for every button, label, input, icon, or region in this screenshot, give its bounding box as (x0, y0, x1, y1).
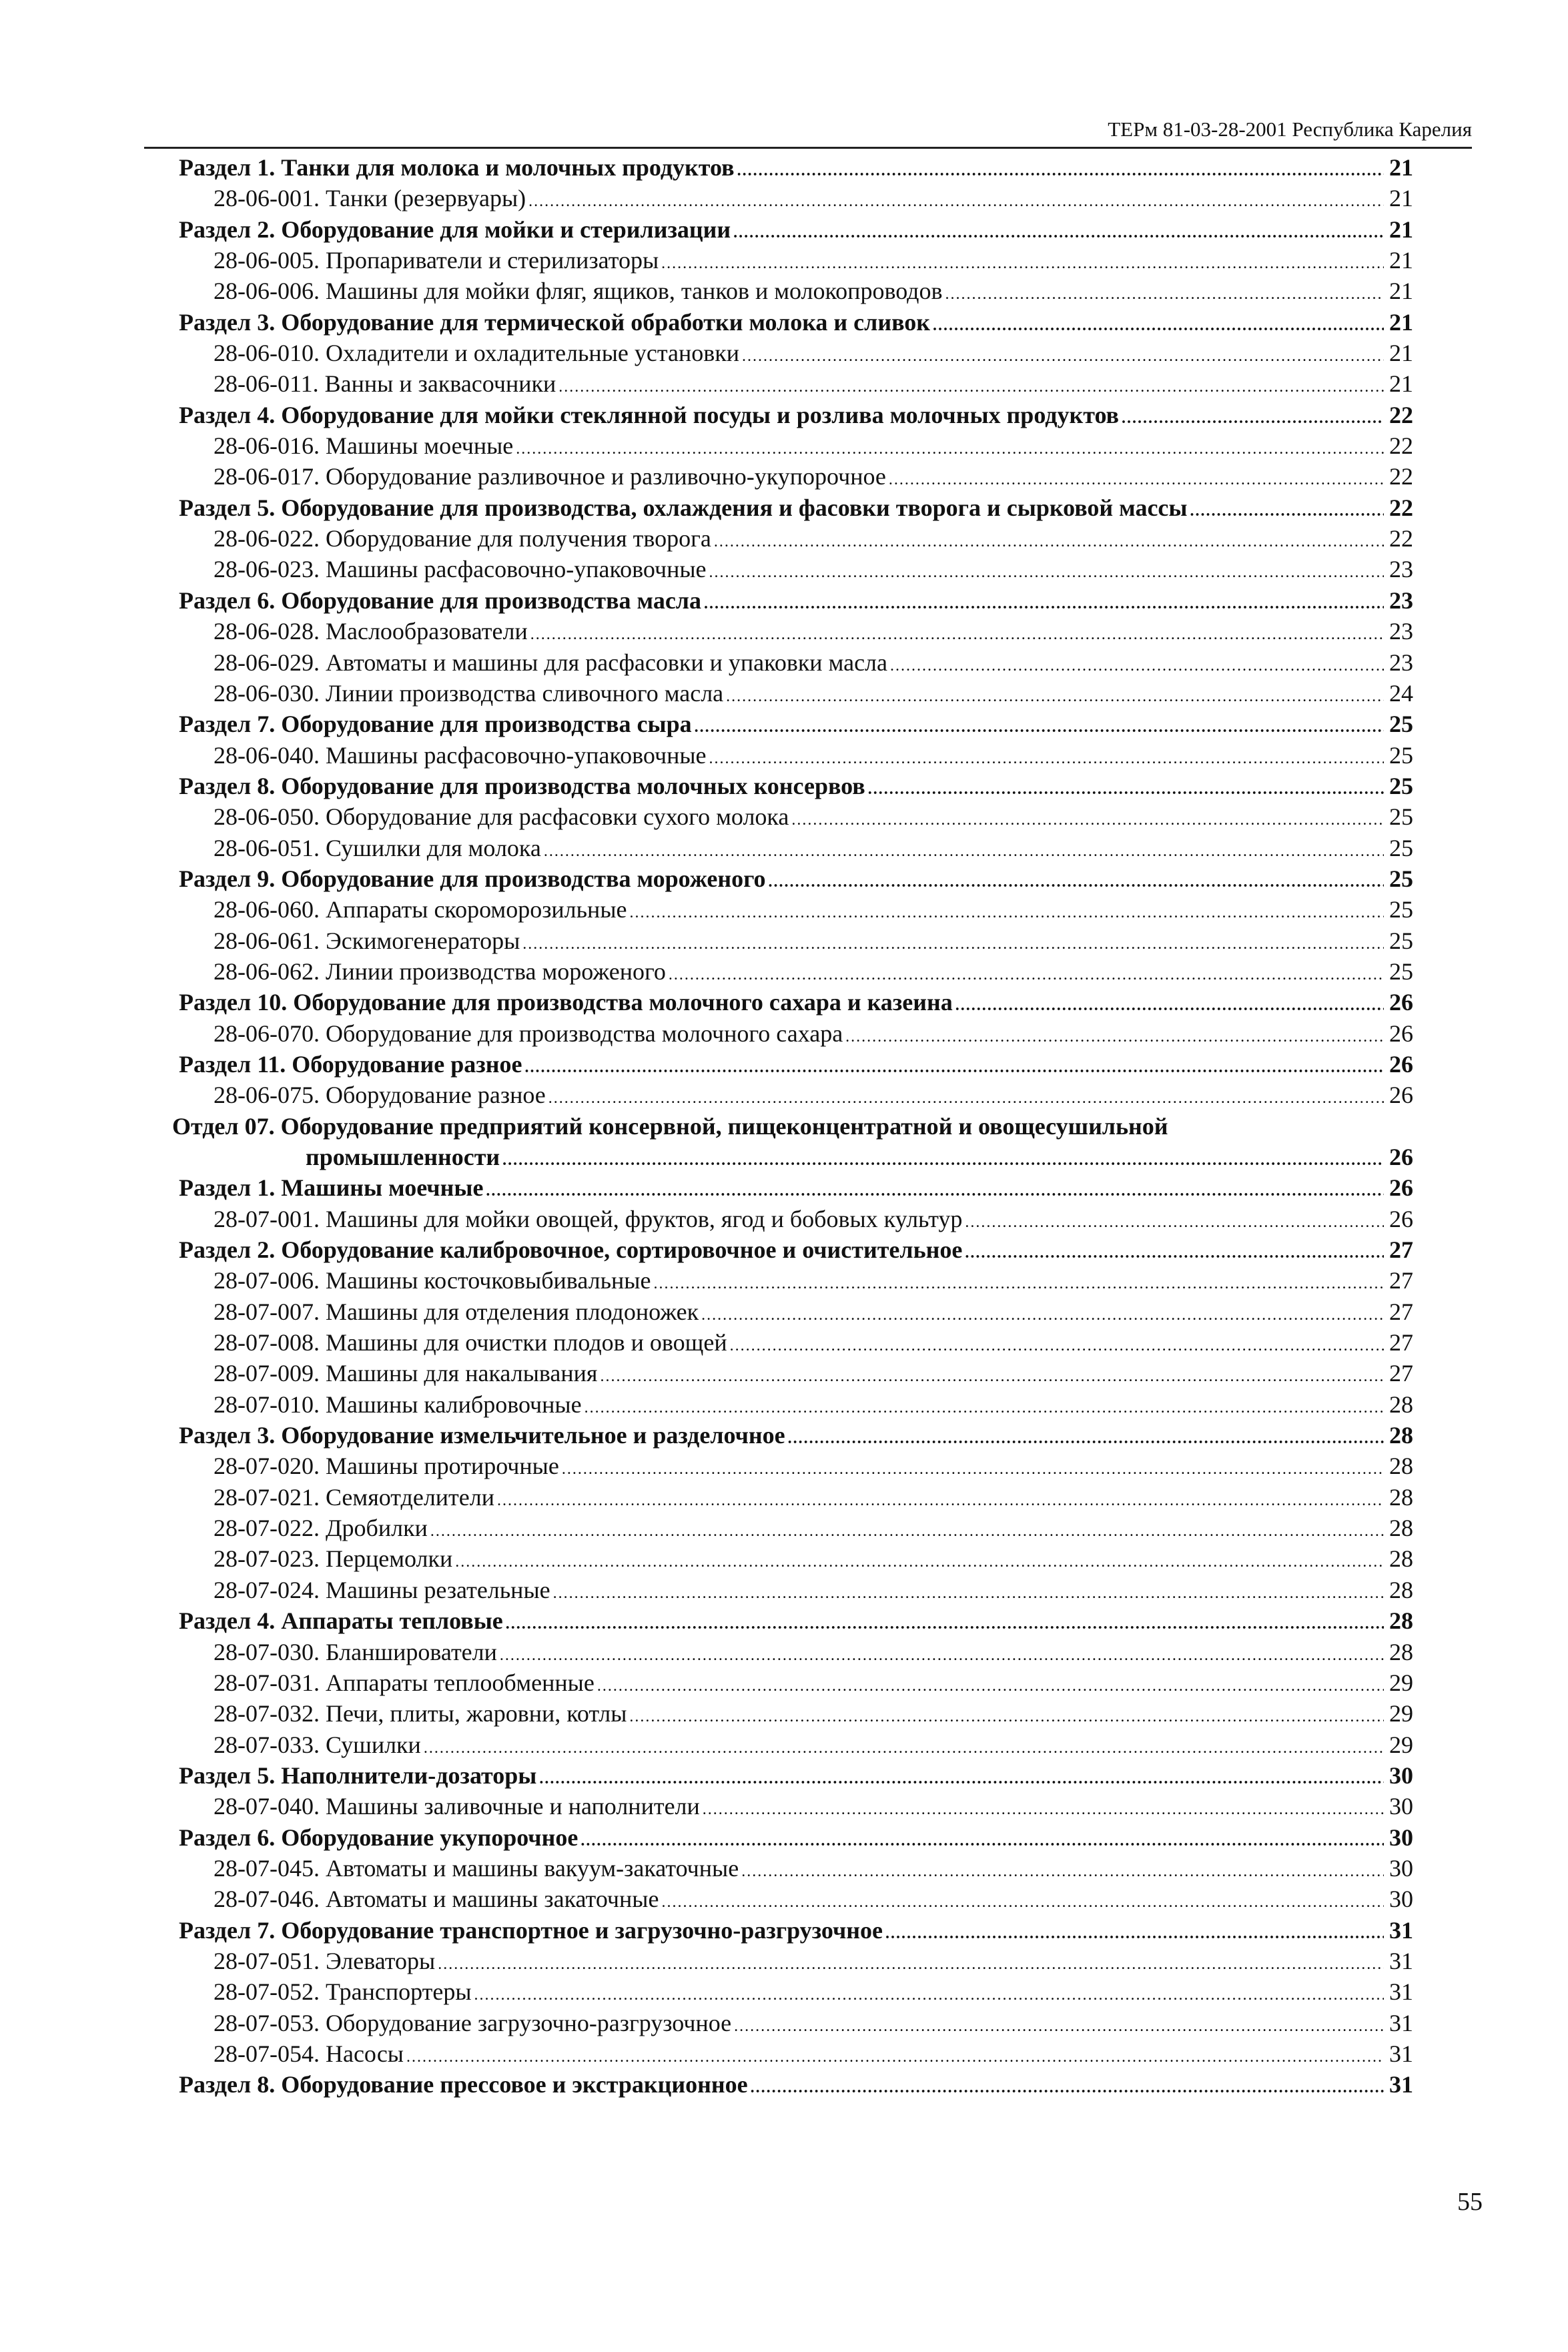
toc-subsection-entry[interactable] (172, 1451, 1413, 1481)
toc-subsection-entry[interactable] (172, 245, 1413, 276)
toc-subsection-entry[interactable] (172, 430, 1413, 461)
toc-subsection-entry[interactable] (172, 1513, 1413, 1543)
toc-dot-leader (438, 1949, 1384, 1980)
toc-section-entry[interactable] (172, 1420, 1413, 1451)
toc-subsection-entry[interactable] (172, 1327, 1413, 1358)
toc-dot-leader (741, 1856, 1384, 1887)
toc-entry-label: 28-06-005. Пропариватели и стерилизаторы (214, 247, 659, 274)
toc-page-number: 28 (1389, 1545, 1413, 1573)
toc-page-number: 30 (1389, 1854, 1413, 1882)
toc-entry-label: 28-06-070. Оборудование для производства молочного сахара (214, 1020, 843, 1047)
toc-page-number: 22 (1389, 401, 1413, 428)
toc-entry-label: Раздел 1. Машины моечные (179, 1174, 484, 1202)
toc-dot-leader (486, 1176, 1384, 1206)
toc-page-number: 30 (1389, 1761, 1413, 1789)
toc-entry-label: Раздел 6. Оборудование укупорочное (179, 1824, 578, 1851)
toc-page-number: 25 (1389, 927, 1413, 954)
toc-entry-label: промышленности (306, 1144, 500, 1170)
toc-entry-label: 28-07-045. Автоматы и машины вакуум-закаточные (214, 1854, 739, 1882)
toc-subsection-entry[interactable] (172, 368, 1413, 399)
toc-department-entry[interactable] (172, 1111, 1413, 1142)
toc-entry-label: 28-06-062. Линии производства мороженого (214, 957, 666, 985)
toc-subsection-entry[interactable] (172, 338, 1413, 368)
toc-entry-label: Раздел 5. Наполнители-дозаторы (179, 1761, 537, 1789)
toc-entry-label: 28-06-050. Оборудование для расфасовки сухого молока (214, 803, 789, 831)
toc-dot-leader (751, 2072, 1384, 2103)
toc-entry-label: 28-07-023. Перцемолки (214, 1545, 453, 1573)
toc-page-number: 31 (1389, 1978, 1413, 2006)
toc-subsection-entry[interactable] (172, 554, 1413, 584)
toc-page-number: 27 (1389, 1329, 1413, 1356)
toc-section-entry[interactable] (172, 492, 1413, 523)
toc-page-number: 31 (1389, 2009, 1413, 2036)
toc-page-number: 22 (1389, 525, 1413, 552)
toc-page-number: 23 (1389, 556, 1413, 583)
toc-entry-label: 28-07-051. Элеваторы (214, 1947, 436, 1974)
toc-page-number: 25 (1389, 834, 1413, 861)
toc-dot-leader (455, 1547, 1384, 1577)
table-of-contents (172, 152, 1413, 2100)
toc-entry-label: 28-06-061. Эскимогенераторы (214, 927, 520, 954)
toc-subsection-entry[interactable] (172, 833, 1413, 863)
toc-page-number: 28 (1389, 1483, 1413, 1511)
toc-dot-leader (726, 681, 1384, 712)
toc-entry-label: 28-07-031. Аппараты теплообменные (214, 1669, 595, 1696)
toc-section-entry[interactable] (172, 400, 1413, 430)
toc-page-number: 23 (1389, 586, 1413, 614)
toc-section-entry[interactable] (172, 1234, 1413, 1265)
toc-subsection-entry[interactable] (172, 1976, 1413, 2007)
toc-entry-label: 28-07-046. Автоматы и машины закаточные (214, 1886, 659, 1913)
toc-page-number: 25 (1389, 865, 1413, 892)
toc-dot-leader (544, 836, 1384, 867)
toc-entry-label: Раздел 7. Оборудование для производства сыра (179, 711, 692, 738)
toc-dot-leader (497, 1485, 1384, 1516)
toc-page-number: 30 (1389, 1886, 1413, 1913)
toc-page-number: 25 (1389, 803, 1413, 831)
toc-section-entry[interactable] (172, 2069, 1413, 2100)
toc-page-number: 28 (1389, 1422, 1413, 1449)
toc-dot-leader (734, 2011, 1384, 2042)
toc-page-number: 27 (1389, 1236, 1413, 1264)
toc-subsection-entry[interactable] (172, 801, 1413, 832)
toc-section-entry[interactable] (172, 987, 1413, 1018)
toc-subsection-entry[interactable] (172, 647, 1413, 678)
toc-page-number: 31 (1389, 2071, 1413, 2098)
toc-subsection-entry[interactable] (172, 1358, 1413, 1389)
toc-page-number: 28 (1389, 1391, 1413, 1418)
toc-page-number: 25 (1389, 711, 1413, 738)
toc-dot-leader (629, 1701, 1384, 1732)
toc-page-number: 28 (1389, 1515, 1413, 1542)
toc-page-number: 21 (1389, 154, 1413, 181)
toc-section-entry[interactable] (172, 1172, 1413, 1203)
toc-subsection-entry[interactable] (172, 956, 1413, 987)
toc-dot-leader (424, 1733, 1384, 1763)
toc-page-number: 25 (1389, 772, 1413, 799)
toc-entry-label: Раздел 3. Оборудование для термической обработки молока и сливок (179, 308, 931, 336)
toc-dot-leader (516, 434, 1384, 464)
toc-subsection-entry[interactable] (172, 616, 1413, 647)
toc-dot-leader (539, 1763, 1384, 1794)
toc-entry-label: 28-06-029. Автоматы и машины для расфасовки и упаковки масла (214, 649, 888, 676)
toc-page-number: 25 (1389, 896, 1413, 923)
toc-page-number: 21 (1389, 340, 1413, 367)
toc-section-entry[interactable] (172, 152, 1413, 183)
toc-dot-leader (580, 1826, 1384, 1856)
toc-section-entry[interactable] (172, 709, 1413, 739)
toc-section-entry[interactable] (172, 1915, 1413, 1946)
toc-subsection-entry[interactable] (172, 1389, 1413, 1420)
toc-page-number: 28 (1389, 1638, 1413, 1665)
toc-entry-label: 28-06-040. Машины расфасовочно-упаковочные (214, 741, 707, 769)
document-title: ТЕРм 81-03-28-2001 Республика Карелия (1108, 117, 1472, 141)
toc-entry-label: Раздел 6. Оборудование для производства масла (179, 586, 701, 614)
toc-subsection-entry[interactable] (172, 1018, 1413, 1049)
toc-dot-leader (553, 1578, 1384, 1609)
toc-dot-leader (558, 372, 1384, 402)
toc-page-number: 21 (1389, 247, 1413, 274)
toc-dot-leader (562, 1454, 1384, 1485)
toc-dot-leader (845, 1022, 1384, 1052)
toc-page-number: 25 (1389, 741, 1413, 769)
toc-dot-leader (737, 155, 1384, 186)
toc-dot-leader (1122, 403, 1384, 434)
page-header (144, 112, 1472, 149)
toc-subsection-entry[interactable] (172, 925, 1413, 956)
toc-page-number: 26 (1389, 1144, 1413, 1170)
toc-entry-label: 28-06-051. Сушилки для молока (214, 834, 541, 861)
toc-dot-leader (945, 279, 1384, 310)
toc-entry-label: 28-06-028. Маслообразователи (214, 618, 528, 645)
toc-page-number: 21 (1389, 185, 1413, 212)
toc-dot-leader (530, 619, 1384, 650)
toc-page-number: 29 (1389, 1731, 1413, 1758)
toc-entry-label: Раздел 11. Оборудование разное (179, 1050, 522, 1078)
toc-entry-label: 28-07-030. Бланширователи (214, 1638, 497, 1665)
toc-entry-label: Раздел 8. Оборудование прессовое и экстракционное (179, 2071, 748, 2098)
toc-entry-label: 28-06-023. Машины расфасовочно-упаковочные (214, 556, 707, 583)
toc-section-entry[interactable] (172, 214, 1413, 245)
toc-dot-leader (788, 1423, 1384, 1454)
toc-subsection-entry[interactable] (172, 1265, 1413, 1296)
toc-entry-label: 28-07-052. Транспортеры (214, 1978, 472, 2006)
toc-subsection-entry[interactable] (172, 1946, 1413, 1976)
toc-page-number: 26 (1389, 1050, 1413, 1078)
toc-entry-label: 28-06-022. Оборудование для получения творога (214, 525, 711, 552)
toc-page-number: 30 (1389, 1793, 1413, 1820)
toc-entry-label: 28-07-009. Машины для накалывания (214, 1360, 598, 1387)
toc-dot-leader (885, 1918, 1384, 1949)
toc-page-number: 28 (1389, 1576, 1413, 1603)
toc-page-number: 26 (1389, 1082, 1413, 1109)
toc-subsection-entry[interactable] (172, 461, 1413, 492)
toc-entry-label: Раздел 10. Оборудование для производства молочного сахара и казеина (179, 989, 953, 1016)
toc-entry-label: 28-06-011. Ванны и заквасочники (214, 370, 556, 398)
toc-entry-label: 28-07-022. Дробилки (214, 1515, 428, 1542)
toc-dot-leader (584, 1393, 1384, 1423)
toc-subsection-entry[interactable] (172, 523, 1413, 554)
toc-page-number: 21 (1389, 370, 1413, 398)
toc-page-number: 23 (1389, 649, 1413, 676)
toc-dot-leader (889, 464, 1384, 495)
toc-entry-label: Раздел 8. Оборудование для производства молочных консервов (179, 772, 865, 799)
toc-dot-leader (714, 526, 1384, 557)
toc-page-number: 26 (1389, 1020, 1413, 1047)
toc-subsection-entry[interactable] (172, 678, 1413, 709)
toc-page-number: 28 (1389, 1453, 1413, 1480)
toc-dot-leader (769, 867, 1384, 897)
toc-dot-leader (522, 929, 1384, 959)
toc-dot-leader (955, 990, 1384, 1021)
toc-department-entry[interactable] (172, 1142, 1413, 1172)
toc-entry-label: 28-06-075. Оборудование разное (214, 1082, 546, 1109)
toc-dot-leader (474, 1980, 1384, 2010)
toc-page-number: 22 (1389, 432, 1413, 460)
toc-entry-label: 28-06-030. Линии производства сливочного масла (214, 679, 724, 707)
toc-page-number: 29 (1389, 1700, 1413, 1727)
toc-dot-leader (933, 310, 1384, 341)
toc-page-number: 31 (1389, 2040, 1413, 2067)
toc-entry-label: 28-07-021. Семяотделители (214, 1483, 494, 1511)
toc-entry-label: 28-07-020. Машины протирочные (214, 1453, 559, 1480)
toc-entry-label: Раздел 9. Оборудование для производства мороженого (179, 865, 766, 892)
toc-dot-leader (600, 1361, 1384, 1392)
toc-dot-leader (630, 897, 1385, 928)
toc-entry-label: Раздел 2. Оборудование для мойки и стерилизации (179, 216, 731, 243)
toc-entry-label: Раздел 1. Танки для молока и молочных продуктов (179, 154, 735, 181)
toc-entry-label: 28-06-016. Машины моечные (214, 432, 514, 460)
toc-section-entry[interactable] (172, 1605, 1413, 1636)
toc-page-number: 27 (1389, 1298, 1413, 1325)
toc-dot-leader (524, 1052, 1384, 1083)
toc-page-number: 30 (1389, 1824, 1413, 1851)
toc-entry-label: Раздел 3. Оборудование измельчительное и разделочное (179, 1422, 785, 1449)
toc-dot-leader (965, 1207, 1384, 1238)
toc-subsection-entry[interactable] (172, 2008, 1413, 2038)
toc-subsection-entry[interactable] (172, 276, 1413, 306)
toc-dot-leader (704, 589, 1384, 619)
toc-page-number: 31 (1389, 1947, 1413, 1974)
toc-page-number: 26 (1389, 989, 1413, 1016)
toc-entry-label: 28-07-001. Машины для мойки овощей, фруктов, ягод и бобовых культур (214, 1205, 963, 1232)
toc-subsection-entry[interactable] (172, 1080, 1413, 1110)
toc-entry-label: 28-07-006. Машины косточковыбивальные (214, 1267, 651, 1294)
toc-dot-leader (500, 1640, 1384, 1671)
toc-dot-leader (868, 774, 1384, 805)
toc-page-number: 21 (1389, 216, 1413, 243)
toc-dot-leader (733, 218, 1384, 248)
toc-subsection-entry[interactable] (172, 183, 1413, 214)
toc-dot-leader (965, 1238, 1384, 1268)
toc-page-number: 25 (1389, 957, 1413, 985)
page-number: 55 (1457, 2188, 1483, 2216)
toc-dot-leader (709, 557, 1384, 588)
toc-dot-leader (701, 1300, 1384, 1330)
toc-page-number: 27 (1389, 1267, 1413, 1294)
toc-entry-label: Раздел 2. Оборудование калибровочное, сортировочное и очистительное (179, 1236, 963, 1264)
toc-subsection-entry[interactable] (172, 1884, 1413, 1914)
toc-subsection-entry[interactable] (172, 1543, 1413, 1574)
toc-subsection-entry[interactable] (172, 1575, 1413, 1605)
toc-section-entry[interactable] (172, 1822, 1413, 1853)
toc-page-number: 28 (1389, 1607, 1413, 1635)
toc-subsection-entry[interactable] (172, 2038, 1413, 2069)
toc-entry-label: 28-07-008. Машины для очистки плодов и овощей (214, 1329, 727, 1356)
toc-subsection-entry[interactable] (172, 1698, 1413, 1729)
toc-page-number: 22 (1389, 494, 1413, 521)
toc-dot-leader (742, 341, 1384, 372)
toc-section-entry[interactable] (172, 771, 1413, 801)
toc-dot-leader (695, 712, 1384, 743)
toc-dot-leader (502, 1145, 1384, 1176)
toc-page-number: 21 (1389, 308, 1413, 336)
toc-entry-label: 28-06-010. Охладители и охладительные установки (214, 340, 740, 367)
toc-entry-label: 28-07-033. Сушилки (214, 1731, 421, 1758)
toc-section-entry[interactable] (172, 307, 1413, 338)
toc-page-number: 26 (1389, 1205, 1413, 1232)
toc-subsection-entry[interactable] (172, 1637, 1413, 1667)
toc-entry-label: 28-07-054. Насосы (214, 2040, 404, 2067)
toc-entry-label: Раздел 4. Аппараты тепловые (179, 1607, 503, 1635)
toc-section-entry[interactable] (172, 863, 1413, 894)
toc-page-number: 21 (1389, 278, 1413, 305)
toc-page-number: 29 (1389, 1669, 1413, 1696)
toc-entry-label: 28-07-010. Машины калибровочные (214, 1391, 582, 1418)
toc-entry-label: 28-06-001. Танки (резервуары) (214, 185, 526, 212)
toc-entry-label: Раздел 5. Оборудование для производства, охлаждения и фасовки творога и сырковой массы (179, 494, 1188, 521)
toc-subsection-entry[interactable] (172, 1667, 1413, 1698)
toc-dot-leader (528, 186, 1384, 217)
toc-subsection-entry[interactable] (172, 740, 1413, 771)
toc-subsection-entry[interactable] (172, 1791, 1413, 1822)
toc-page-number: 23 (1389, 618, 1413, 645)
toc-page-number: 27 (1389, 1360, 1413, 1387)
toc-dot-leader (669, 959, 1384, 990)
toc-entry-label: 28-06-006. Машины для мойки фляг, ящиков, танков и молокопроводов (214, 278, 943, 305)
toc-page-number: 24 (1389, 679, 1413, 707)
toc-subsection-entry[interactable] (172, 1853, 1413, 1884)
toc-subsection-entry[interactable] (172, 1204, 1413, 1234)
toc-section-entry[interactable] (172, 1049, 1413, 1080)
toc-entry-label: 28-07-024. Машины резательные (214, 1576, 550, 1603)
toc-subsection-entry[interactable] (172, 1482, 1413, 1513)
toc-subsection-entry[interactable] (172, 894, 1413, 925)
toc-section-entry[interactable] (172, 1760, 1413, 1791)
toc-dot-leader (890, 651, 1384, 681)
toc-dot-leader (730, 1330, 1384, 1361)
toc-dot-leader (597, 1671, 1384, 1701)
toc-dot-leader (661, 248, 1384, 279)
toc-entry-label: 28-06-060. Аппараты скороморозильные (214, 896, 627, 923)
toc-subsection-entry[interactable] (172, 1729, 1413, 1760)
toc-page-number: 26 (1389, 1174, 1413, 1202)
toc-entry-label: 28-07-053. Оборудование загрузочно-разгрузочное (214, 2009, 732, 2036)
toc-entry-label: Раздел 4. Оборудование для мойки стеклянной посуды и розлива молочных продуктов (179, 401, 1119, 428)
toc-entry-label: Отдел 07. Оборудование предприятий консервной, пищеконцентратной и овощесушильной (172, 1112, 1168, 1140)
toc-dot-leader (791, 805, 1384, 835)
toc-entry-label: 28-06-017. Оборудование разливочное и разливочно-укупорочное (214, 463, 886, 490)
toc-entry-label: 28-07-032. Печи, плиты, жаровни, котлы (214, 1700, 627, 1727)
toc-subsection-entry[interactable] (172, 1296, 1413, 1327)
toc-dot-leader (661, 1887, 1384, 1918)
toc-entry-label: 28-07-040. Машины заливочные и наполнители (214, 1793, 700, 1820)
toc-dot-leader (406, 2042, 1384, 2072)
toc-dot-leader (709, 743, 1384, 774)
toc-dot-leader (1190, 496, 1384, 526)
toc-section-entry[interactable] (172, 585, 1413, 616)
toc-entry-label: 28-07-007. Машины для отделения плодоножек (214, 1298, 699, 1325)
toc-dot-leader (506, 1609, 1384, 1639)
toc-dot-leader (548, 1083, 1384, 1114)
toc-page-number: 22 (1389, 463, 1413, 490)
toc-dot-leader (653, 1268, 1384, 1299)
toc-entry-label: Раздел 7. Оборудование транспортное и загрузочно-разгрузочное (179, 1916, 883, 1944)
toc-page-number: 31 (1389, 1916, 1413, 1944)
toc-dot-leader (430, 1516, 1384, 1547)
toc-dot-leader (703, 1794, 1384, 1825)
